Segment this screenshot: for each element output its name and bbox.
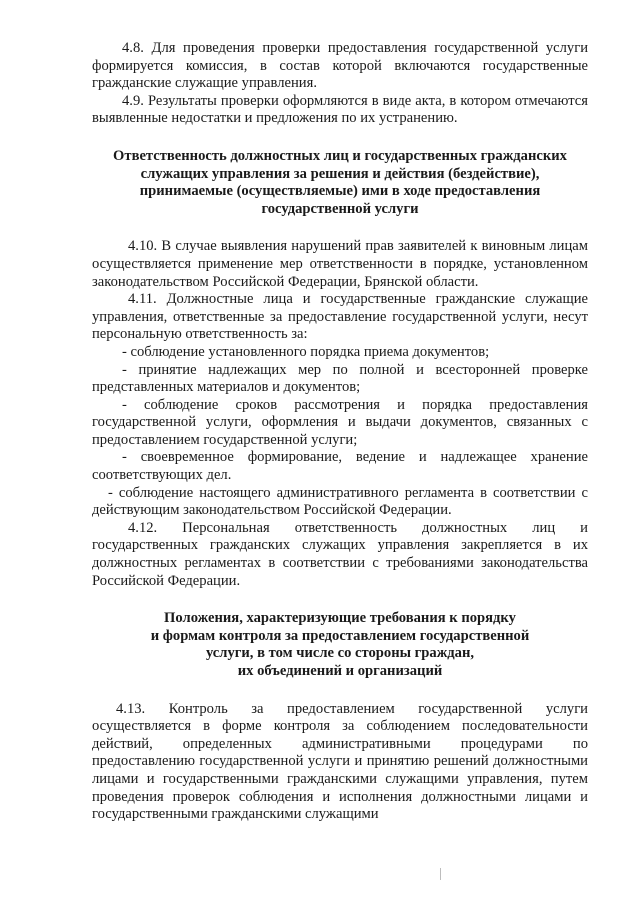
heading-line: государственной услуги xyxy=(261,200,419,217)
paragraph: 4.12. Персональная ответственность должностных лиц и государственных гражданских служащих управления закрепляется в их должностных регламентах в соответствии с требованиями законодательства Российской Федерации. xyxy=(92,519,588,589)
heading-line: служащих управления за решения и действия (бездействие), xyxy=(140,165,540,182)
paragraph: - принятие надлежащих мер по полной и всесторонней проверке представленных материалов и документов; xyxy=(92,361,588,396)
document-page xyxy=(92,40,588,824)
paragraph: - соблюдение установленного порядка приема документов; xyxy=(122,343,490,360)
paragraph: - своевременное формирование, ведение и надлежащее хранение соответствующих дел. xyxy=(92,449,588,484)
paragraph: 4.10. В случае выявления нарушений прав заявителей к виновным лицам осуществляется применение мер ответственности в порядке, установленном законодательством Российской Федерации, Брянской области. xyxy=(92,238,588,290)
paragraph: 4.9. Результаты проверки оформляются в виде акта, в котором отмечаются выявленные недостатки и предложения по их устранению. xyxy=(92,92,588,127)
paragraph: 4.11. Должностные лица и государственные гражданские служащие управления, ответственные за предоставление государственной услуги, несут персональную ответственность за: xyxy=(92,291,588,343)
spacer xyxy=(92,681,588,701)
heading-line: услуги, в том числе со стороны граждан, xyxy=(205,645,475,662)
spacer xyxy=(92,218,588,238)
heading-line: принимаемые (осуществляемые) ими в ходе предоставления xyxy=(139,183,541,200)
spacer xyxy=(92,590,588,610)
section-heading xyxy=(92,148,588,218)
scan-mark xyxy=(440,868,441,880)
paragraph: 4.8. Для проведения проверки предоставления государственной услуги формируется комиссия, в состав которой включаются государственные гражданские служащие управления. xyxy=(92,40,588,92)
paragraph: - соблюдение настоящего административного регламента в соответствии с действующим законодательством Российской Федерации. xyxy=(92,484,588,519)
heading-line: их объединений и организаций xyxy=(237,663,443,679)
heading-line: Положения, характеризующие требования к порядку xyxy=(164,610,516,627)
paragraph: 4.13. Контроль за предоставлением государственной услуги осуществляется в форме контроля за соблюдением последовательности действий, определенных административными процедурами по предоставлению государственной услуги и принятию решений должностными лицами и государственными гражданскими служащими управления, путем проведения проверок соблюдения и исполнения должностными лицами и государственными гражданскими служащими xyxy=(92,700,588,823)
heading-line: и формам контроля за предоставлением государственной xyxy=(150,627,530,644)
paragraph: - соблюдение сроков рассмотрения и порядка предоставления государственной услуги, оформления и выдачи документов, связанных с предоставлением государственной услуги; xyxy=(92,396,588,448)
section-heading xyxy=(92,610,588,680)
heading-line: Ответственность должностных лиц и государственных гражданских xyxy=(113,147,567,164)
spacer xyxy=(92,128,588,148)
